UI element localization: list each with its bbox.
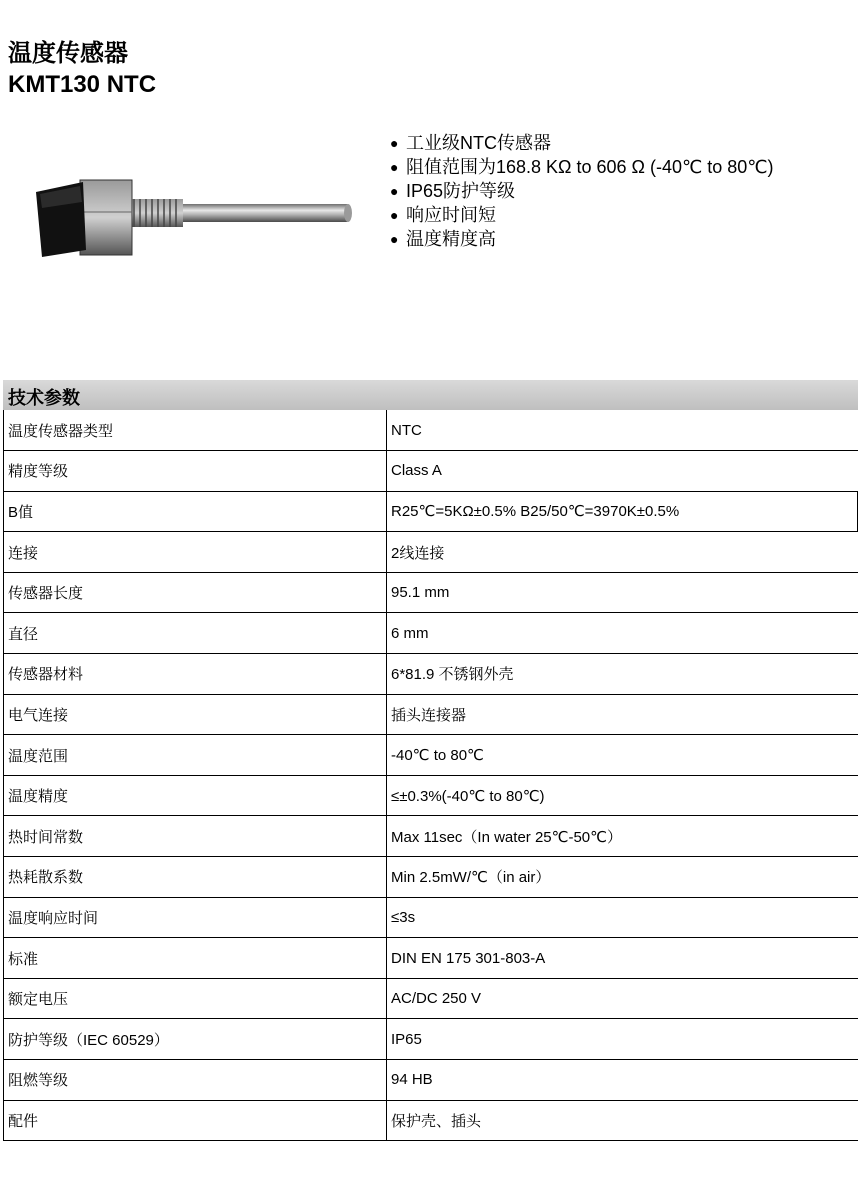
spec-value: 6 mm bbox=[387, 613, 858, 654]
bullet-icon: ● bbox=[390, 183, 399, 199]
spec-value: 2线连接 bbox=[387, 532, 858, 573]
feature-item: ● 阻值范围为168.8 KΩ to 606 Ω (-40℃ to 80℃) bbox=[390, 157, 774, 177]
spec-label: 温度范围 bbox=[4, 735, 387, 776]
spec-label: 温度精度 bbox=[4, 775, 387, 816]
specs-section-header: 技术参数 bbox=[3, 380, 858, 410]
spec-value: 95.1 mm bbox=[387, 572, 858, 613]
spec-label: 传感器长度 bbox=[4, 572, 387, 613]
table-row bbox=[4, 694, 858, 735]
feature-item: ● 响应时间短 bbox=[390, 205, 496, 225]
spec-label: 电气连接 bbox=[4, 694, 387, 735]
page-title bbox=[8, 38, 156, 100]
product-category: 温度传感器 bbox=[8, 40, 128, 67]
sensor-connector-housing bbox=[36, 182, 86, 257]
table-row bbox=[4, 938, 858, 979]
spec-value: DIN EN 175 301-803-A bbox=[387, 938, 858, 979]
table-row bbox=[4, 410, 858, 451]
sensor-hex-body bbox=[80, 180, 132, 255]
spec-value: Class A bbox=[387, 451, 858, 492]
spec-label: B值 bbox=[4, 491, 387, 532]
spec-value: Max 11sec（In water 25℃-50℃） bbox=[387, 816, 858, 857]
table-row bbox=[4, 451, 858, 492]
spec-label: 配件 bbox=[4, 1100, 387, 1141]
spec-label: 热时间常数 bbox=[4, 816, 387, 857]
spec-value: ≤±0.3%(-40℃ to 80℃) bbox=[387, 775, 858, 816]
spec-label: 温度传感器类型 bbox=[4, 410, 387, 451]
spec-value: -40℃ to 80℃ bbox=[387, 735, 858, 776]
table-row bbox=[4, 1060, 858, 1101]
product-model: KMT130 NTC bbox=[8, 71, 157, 98]
spec-label: 精度等级 bbox=[4, 451, 387, 492]
sensor-probe-rod bbox=[178, 204, 352, 222]
feature-item: ● 温度精度高 bbox=[390, 229, 496, 249]
spec-value: 94 HB bbox=[387, 1060, 858, 1101]
table-row bbox=[4, 978, 858, 1019]
bullet-icon: ● bbox=[390, 207, 399, 223]
table-row bbox=[4, 1100, 858, 1141]
table-row bbox=[4, 897, 858, 938]
feature-list bbox=[390, 131, 773, 251]
spec-label: 直径 bbox=[4, 613, 387, 654]
bullet-icon: ● bbox=[390, 135, 399, 151]
spec-value: NTC bbox=[387, 410, 858, 451]
table-row bbox=[4, 491, 858, 532]
spec-label: 传感器材料 bbox=[4, 654, 387, 695]
specs-table bbox=[3, 410, 858, 1141]
spec-label: 热耗散系数 bbox=[4, 857, 387, 898]
table-row bbox=[4, 775, 858, 816]
sensor-product-image bbox=[28, 172, 358, 262]
spec-value: ≤3s bbox=[387, 897, 858, 938]
table-row bbox=[4, 654, 858, 695]
spec-label: 阻燃等级 bbox=[4, 1060, 387, 1101]
feature-item: ● IP65防护等级 bbox=[390, 181, 516, 201]
table-row bbox=[4, 532, 858, 573]
spec-value: R25℃=5KΩ±0.5% B25/50℃=3970K±0.5% bbox=[387, 491, 858, 532]
spec-label: 额定电压 bbox=[4, 978, 387, 1019]
table-row bbox=[4, 735, 858, 776]
spec-label: 连接 bbox=[4, 532, 387, 573]
table-row bbox=[4, 1019, 858, 1060]
spec-label: 温度响应时间 bbox=[4, 897, 387, 938]
spec-label: 标准 bbox=[4, 938, 387, 979]
table-row bbox=[4, 572, 858, 613]
spec-value: IP65 bbox=[387, 1019, 858, 1060]
spec-value: 插头连接器 bbox=[387, 694, 858, 735]
feature-item: ● 工业级NTC传感器 bbox=[390, 133, 551, 153]
table-row bbox=[4, 816, 858, 857]
spec-label: 防护等级（IEC 60529） bbox=[4, 1019, 387, 1060]
sensor-thread bbox=[128, 199, 183, 227]
spec-value: Min 2.5mW/℃（in air） bbox=[387, 857, 858, 898]
table-row bbox=[4, 613, 858, 654]
table-row bbox=[4, 857, 858, 898]
spec-value: 6*81.9 不锈钢外壳 bbox=[387, 654, 858, 695]
spec-value: AC/DC 250 V bbox=[387, 978, 858, 1019]
bullet-icon: ● bbox=[390, 159, 399, 175]
spec-value: 保护壳、插头 bbox=[387, 1100, 858, 1141]
bullet-icon: ● bbox=[390, 231, 399, 247]
